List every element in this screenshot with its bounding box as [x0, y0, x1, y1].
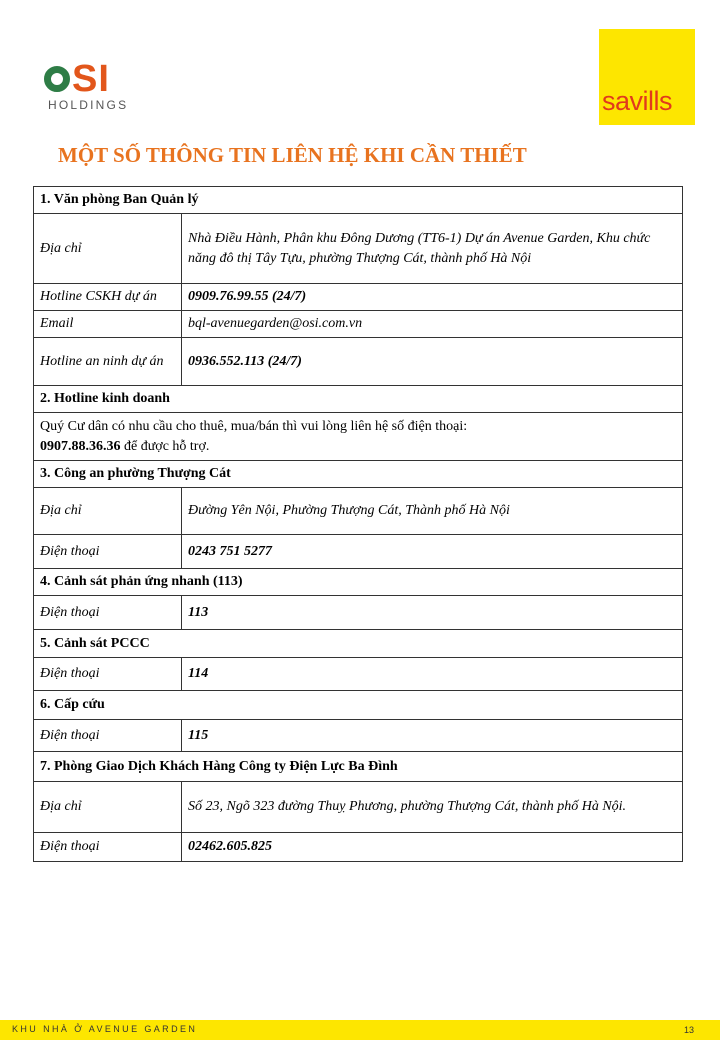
page-footer [0, 1020, 720, 1040]
section-heading-4: 4. Cảnh sát phản ứng nhanh (113) [34, 569, 683, 596]
phone-value[interactable]: 114 [182, 658, 683, 691]
savills-logo-text: savills [602, 86, 673, 116]
phone-label: Điện thoại [34, 658, 182, 691]
page-number: 13 [683, 1025, 694, 1035]
phone-value[interactable]: 115 [182, 720, 683, 752]
section-heading-6: 6. Cấp cứu [34, 691, 683, 720]
security-hotline-value[interactable]: 0936.552.113 (24/7) [182, 338, 683, 386]
page-title: MỘT SỐ THÔNG TIN LIÊN HỆ KHI CẦN THIẾT [58, 143, 527, 167]
section-heading-5: 5. Cảnh sát PCCC [34, 630, 683, 658]
section-heading-3: 3. Công an phường Thượng Cát [34, 461, 683, 488]
phone-value[interactable]: 02462.605.825 [182, 833, 683, 862]
phone-label: Điện thoại [34, 720, 182, 752]
osi-holdings-logo [44, 58, 144, 112]
osi-wordmark [44, 58, 110, 100]
osi-holdings-text: HOLDINGS [48, 98, 129, 112]
email-label: Email [34, 311, 182, 338]
sales-note-suffix: để được hỗ trợ. [120, 438, 210, 454]
savills-logo [599, 29, 695, 125]
address-label: Địa chỉ [34, 488, 182, 535]
email-value[interactable]: bql-avenuegarden@osi.com.vn [182, 311, 683, 338]
phone-value[interactable]: 0243 751 5277 [182, 535, 683, 569]
address-label: Địa chỉ [34, 782, 182, 833]
phone-label: Điện thoại [34, 596, 182, 630]
address-value: Số 23, Ngõ 323 đường Thuỵ Phương, phường Thượng Cát, thành phố Hà Nội. [182, 782, 683, 833]
osi-o-mark [44, 66, 70, 92]
sales-phone[interactable]: 0907.88.36.36 [40, 438, 121, 454]
contacts-table [33, 186, 683, 862]
phone-value[interactable]: 113 [182, 596, 683, 630]
section-heading-7: 7. Phòng Giao Dịch Khách Hàng Công ty Điện Lực Ba Đình [34, 752, 683, 782]
hotline-value[interactable]: 0909.76.99.55 (24/7) [182, 284, 683, 311]
section-heading-1: 1. Văn phòng Ban Quản lý [34, 187, 683, 214]
phone-label: Điện thoại [34, 833, 182, 862]
osi-letters: SI [72, 58, 110, 100]
hotline-label: Hotline CSKH dự án [34, 284, 182, 311]
address-value: Nhà Điều Hành, Phân khu Đông Dương (TT6-1) Dự án Avenue Garden, Khu chức năng đô thị Tây Tựu, phường Thượng Cát, thành phố Hà Nội [182, 214, 683, 284]
address-value: Đường Yên Nội, Phường Thượng Cát, Thành phố Hà Nội [182, 488, 683, 535]
address-label: Địa chỉ [34, 214, 182, 284]
security-hotline-label: Hotline an ninh dự án [34, 338, 182, 386]
footer-text: KHU NHÀ Ở AVENUE GARDEN [12, 1024, 198, 1034]
sales-note [34, 413, 683, 461]
section-heading-2: 2. Hotline kinh doanh [34, 386, 683, 413]
sales-note-text: Quý Cư dân có nhu cầu cho thuê, mua/bán thì vui lòng liên hệ số điện thoại: [40, 418, 468, 434]
phone-label: Điện thoại [34, 535, 182, 569]
